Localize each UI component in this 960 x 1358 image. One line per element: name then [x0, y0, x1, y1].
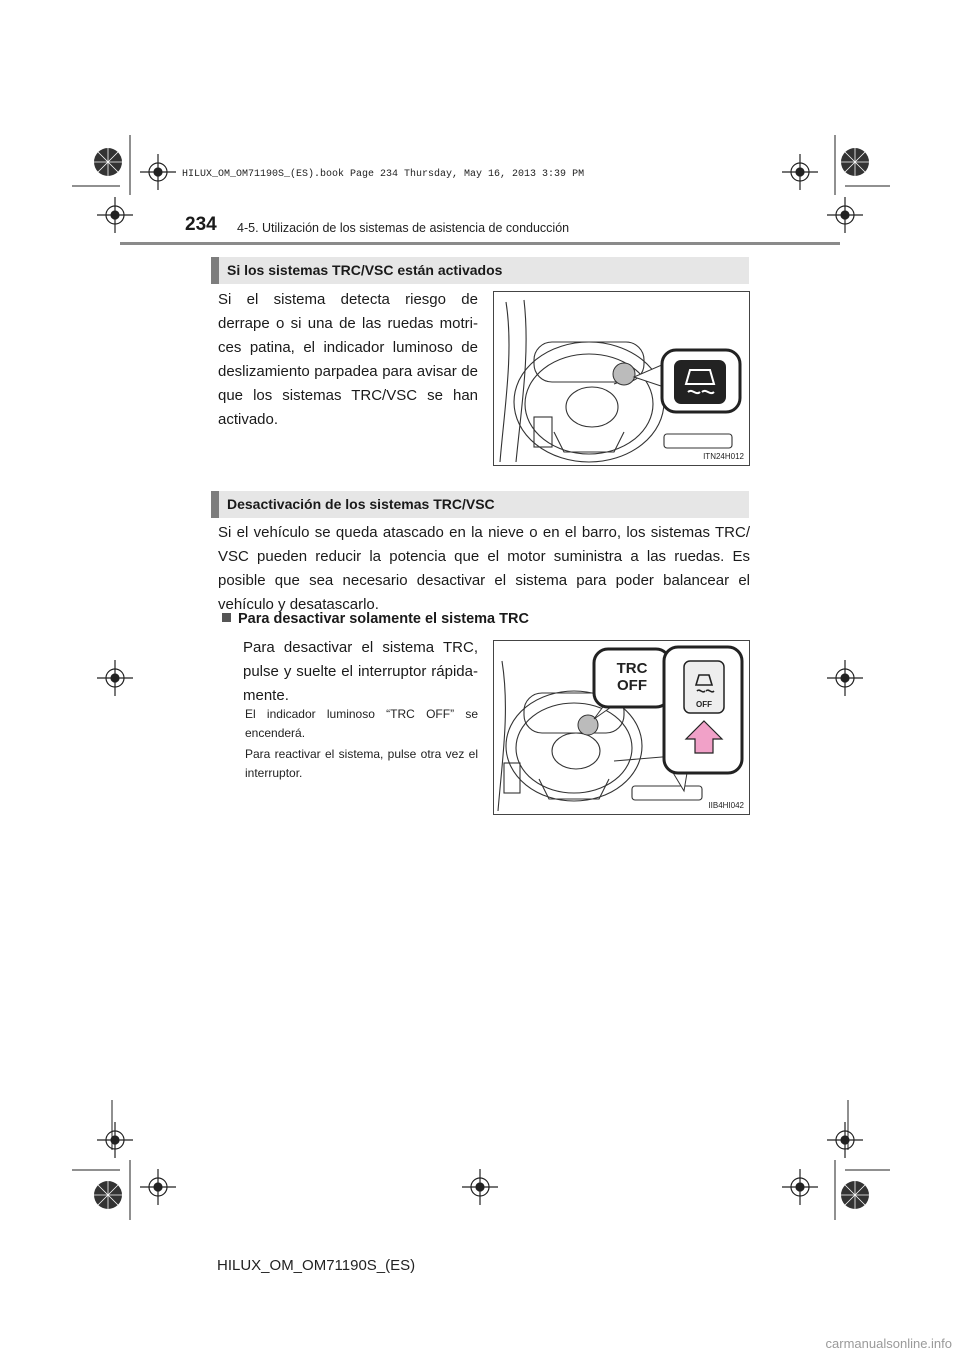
figure-code: ITN24H012: [703, 452, 744, 461]
figure-trc-off-switch: [493, 640, 750, 815]
section-heading-trc-vsc-active: Si los sistemas TRC/VSC están activados: [211, 257, 749, 284]
note-reactivate: Para reactivar el sistema, pulse otra vez el interruptor.: [245, 747, 478, 780]
print-header: HILUX_OM_OM71190S_(ES).book Page 234 Thursday, May 16, 2013 3:39 PM: [182, 168, 585, 181]
header-rule: [120, 242, 840, 245]
figure-indicator-light: [493, 291, 750, 466]
steering-wheel-illustration: [494, 292, 749, 465]
footer-doc-code: HILUX_OM_OM71190S_(ES): [217, 1257, 416, 1274]
figure-code-2: IIB4HI042: [708, 801, 744, 810]
sub-heading-trc-only: Para desactivar solamente el sistema TRC: [222, 607, 529, 631]
switch-off-label: OFF: [696, 700, 712, 709]
callout-label-trc: TRC: [616, 660, 648, 677]
instruction-paragraph: Para desactivar el sistema TRC, pulse y suelte el interruptor rápida-mente.: [243, 639, 478, 704]
section2-paragraph: Si el vehículo se queda atascado en la nieve o en el barro, los sistemas TRC/ VSC pueden reducir la potencia que el motor suministra a las ruedas. Es posible que sea necesario desactivar el sistema para poder balancear el vehículo y desatascarlo.: [218, 524, 750, 613]
page-number: 234: [185, 214, 217, 235]
bullet-square-icon: [222, 613, 231, 622]
trc-switch-illustration: [494, 641, 749, 814]
watermark: carmanualsonline.info: [825, 1336, 952, 1351]
section-title: 4-5. Utilización de los sistemas de asistencia de conducción: [237, 221, 570, 235]
section1-paragraph: Si el sistema detecta riesgo de derrape o si una de las ruedas motri-ces patina, el indicador luminoso de deslizamiento parpadea para avisar de que los sistemas TRC/VSC se han activado.: [218, 291, 478, 428]
callout-label-off: OFF: [617, 677, 647, 694]
note-indicator-on: El indicador luminoso “TRC OFF” se encenderá.: [245, 707, 478, 740]
skid-indicator-icon: [674, 360, 726, 404]
section-heading-deactivation: Desactivación de los sistemas TRC/VSC: [211, 491, 749, 518]
